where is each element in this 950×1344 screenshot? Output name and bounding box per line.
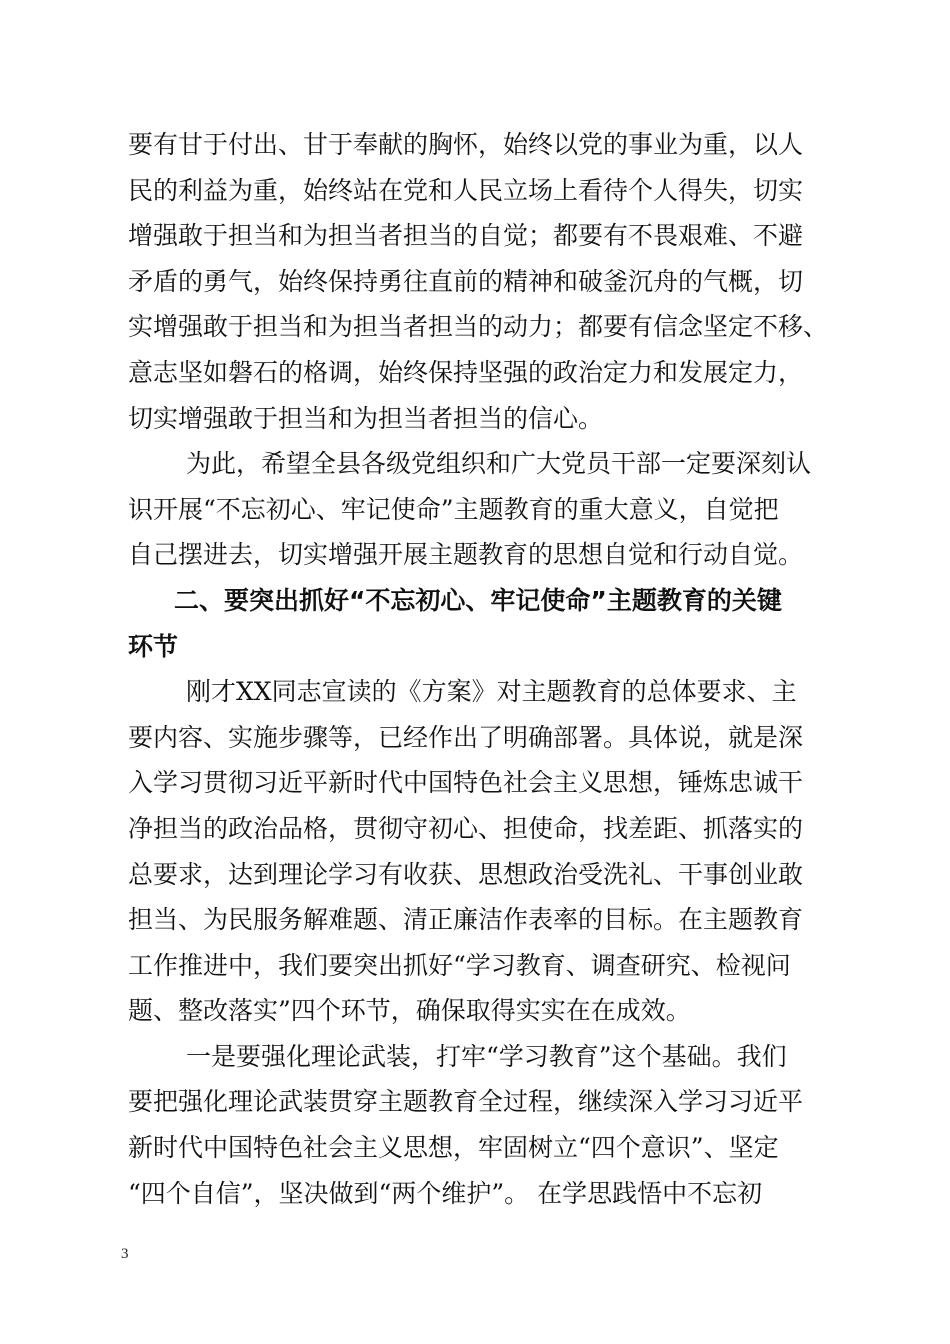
paragraph-line: 总要求，达到理论学习有收获、思想政治受洗礼、干事创业敢 (128, 859, 804, 889)
paragraph-line: 净担当的政治品格，贯彻守初心、担使命，找差距、抓落实的 (128, 813, 804, 843)
paragraph-line: 入学习贯彻习近平新时代中国特色社会主义思想，锤炼忠诚干 (128, 768, 804, 798)
paragraph-line: 切实增强敢于担当和为担当者担当的信心。 (128, 403, 604, 433)
section-heading-line: 二、要突出抓好“不忘初心、牢记使命”主题教育的关键 (174, 585, 782, 615)
paragraph-line: 识开展“不忘初心、牢记使命”主题教育的重大意义，自觉把 (128, 494, 779, 524)
paragraph-line: 意志坚如磐石的格调，始终保持坚强的政治定力和发展定力， (128, 357, 804, 387)
paragraph-line: 要内容、实施步骤等，已经作出了明确部署。具体说，就是深 (128, 722, 804, 752)
paragraph-line: 实增强敢于担当和为担当者担当的动力；都要有信念坚定不移、 (128, 312, 829, 342)
paragraph-line: 一是要强化理论武装，打牢“学习教育”这个基础。我们 (186, 1041, 787, 1071)
paragraph-line: 要把强化理论武装贯穿主题教育全过程，继续深入学习习近平 (128, 1087, 804, 1117)
page-number: 3 (121, 1246, 129, 1262)
paragraph-line: 新时代中国特色社会主义思想，牢固树立“四个意识”、坚定 (128, 1133, 779, 1163)
paragraph-line: 民的利益为重，始终站在党和人民立场上看待个人得失，切实 (128, 175, 804, 205)
paragraph-line: 增强敢于担当和为担当者担当的自觉；都要有不畏艰难、不避 (128, 221, 804, 251)
paragraph-line: 为此，希望全县各级党组织和广大党员干部一定要深刻认 (186, 449, 812, 479)
paragraph-line: 要有甘于付出、甘于奉献的胸怀，始终以党的事业为重，以人 (128, 130, 804, 159)
paragraph-line: 工作推进中，我们要突出抓好“学习教育、调查研究、检视问 (128, 950, 791, 980)
paragraph-line: 题、整改落实”四个环节，确保取得实实在在成效。 (128, 996, 691, 1026)
paragraph-line: 刚才XX同志宣读的《方案》对主题教育的总体要求、主 (186, 677, 797, 707)
paragraph-line: 自己摆进去，切实增强开展主题教育的思想自觉和行动自觉。 (128, 540, 804, 570)
paragraph-line: 矛盾的勇气，始终保持勇往直前的精神和破釜沉舟的气概，切 (128, 266, 804, 296)
paragraph-line: 担当、为民服务解难题、清正廉洁作表率的目标。在主题教育 (128, 905, 804, 935)
paragraph-line: “四个自信”，坚决做到“两个维护”。 在学思践悟中不忘初 (128, 1178, 763, 1208)
section-heading-line: 环节 (128, 631, 179, 661)
document-body (128, 122, 838, 1216)
